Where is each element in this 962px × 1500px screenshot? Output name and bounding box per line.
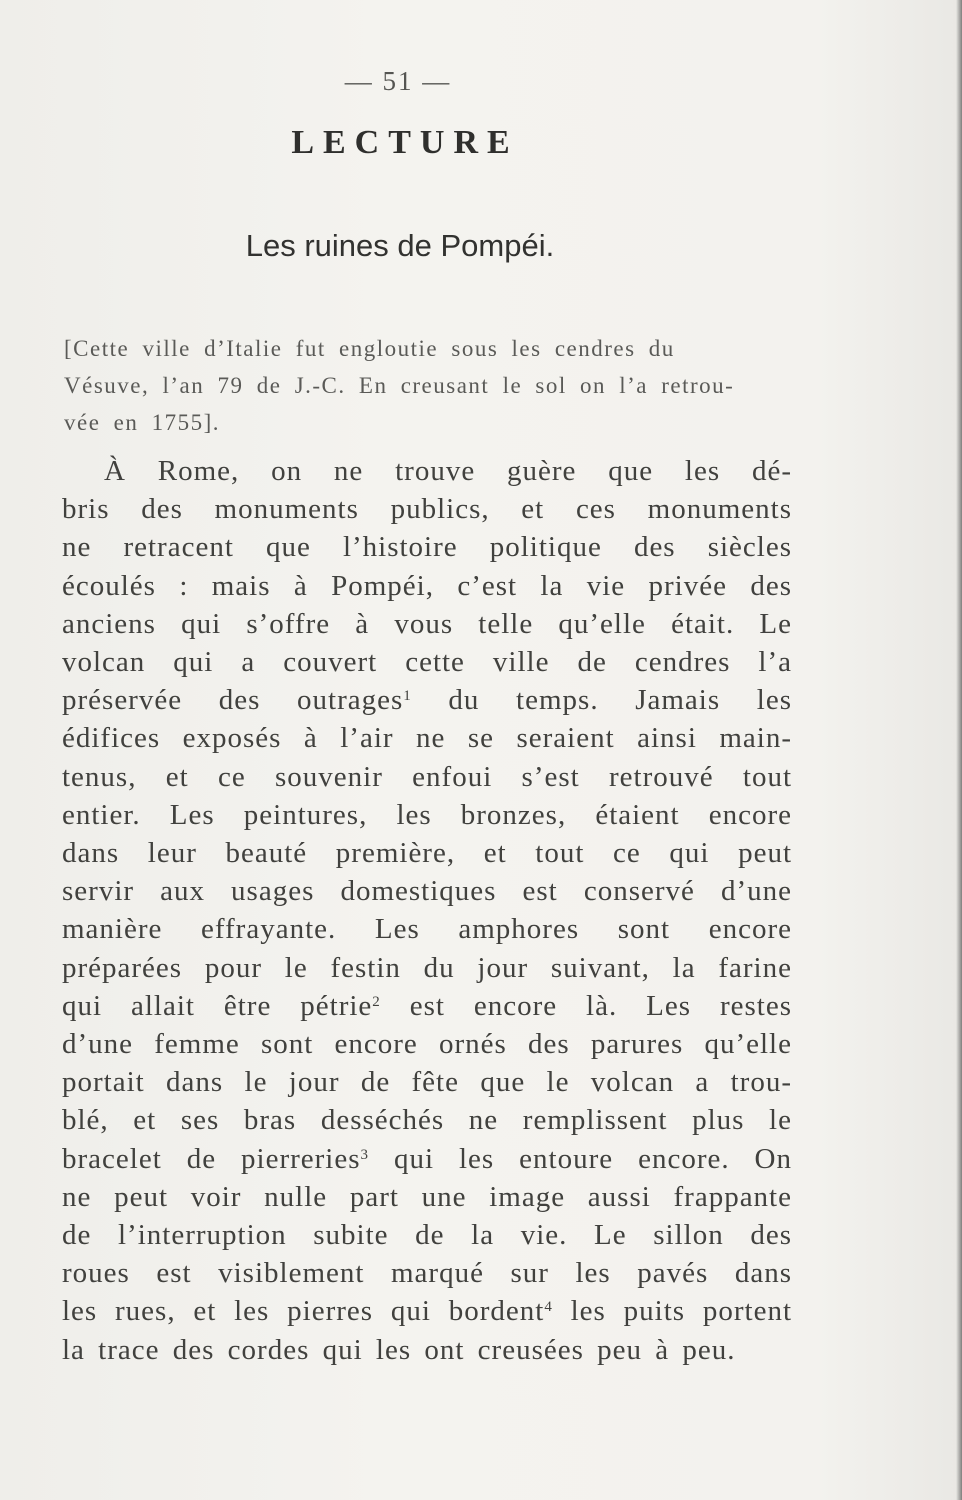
body-line: servir aux usages domestiques est conservé d’une <box>62 875 792 908</box>
section-title: LECTURE <box>291 124 519 161</box>
body-line: blé, et ses bras desséchés ne remplissent plus le <box>62 1104 792 1137</box>
body-line: tenus, et ce souvenir enfoui s’est retrouvé tout <box>62 760 792 793</box>
body-line: ne peut voir nulle part une image aussi frappante <box>62 1180 792 1213</box>
body-line <box>62 681 792 719</box>
body-line: écoulés : mais à Pompéi, c’est la vie privée des <box>62 569 792 602</box>
page-edge-shadow <box>956 0 962 1500</box>
body-line-part: du temps. Jamais les <box>448 684 792 717</box>
body-line: portait dans le jour de fête que le volcan a trou- <box>62 1066 792 1099</box>
footnote-mark: 1 <box>403 688 412 705</box>
body-line-part: qui allait être pétrie <box>62 989 373 1022</box>
body-line: la trace des cordes qui les ont creusées peu à peu. <box>62 1333 736 1366</box>
body-line-part: préservée des outrages <box>62 684 404 717</box>
body-line: À Rome, on ne trouve guère que les dé- <box>104 455 792 487</box>
body-line <box>62 1292 792 1330</box>
body-line: entier. Les peintures, les bronzes, étaient encore <box>62 798 792 831</box>
body-line: bris des monuments publics, et ces monuments <box>62 493 792 526</box>
body-line: de l’interruption subite de la vie. Le sillon des <box>62 1219 792 1252</box>
body-paragraph <box>62 452 792 1369</box>
body-line-part: est encore là. Les restes <box>409 989 792 1022</box>
intro-note <box>64 330 782 441</box>
footnote-mark: 3 <box>360 1146 370 1163</box>
intro-line: [Cette ville d’Italie fut engloutie sous les cendres du <box>64 336 675 361</box>
intro-line: vée en 1755]. <box>64 410 221 435</box>
lesson-title: Les ruines de Pompéi. <box>245 228 555 263</box>
intro-line: Vésuve, l’an 79 de J.-C. En creusant le sol on l’a retrou- <box>64 373 735 398</box>
body-line-part: les puits portent <box>570 1295 792 1328</box>
body-line: roues est visiblement marqué sur les pavés dans <box>62 1257 792 1290</box>
body-line-part: qui les entoure encore. On <box>393 1142 792 1175</box>
body-line: préparées pour le festin du jour suivant, la farine <box>62 951 792 984</box>
body-line: édifices exposés à l’air ne se seraient ainsi main- <box>62 722 792 755</box>
body-line <box>62 987 792 1025</box>
body-line: volcan qui a couvert cette ville de cendres l’a <box>62 646 792 679</box>
body-line-part: les rues, et les pierres qui bordent <box>62 1295 545 1328</box>
body-line: dans leur beauté première, et tout ce qui peut <box>62 837 792 870</box>
footnote-mark: 4 <box>544 1299 553 1316</box>
body-line <box>62 1140 792 1178</box>
body-line: anciens qui s’offre à vous telle qu’elle était. Le <box>62 607 792 640</box>
body-line: manière effrayante. Les amphores sont encore <box>62 913 792 946</box>
body-line: d’une femme sont encore ornés des parures qu’elle <box>62 1028 792 1061</box>
body-line-part: bracelet de pierreries <box>62 1142 361 1175</box>
body-line: ne retracent que l’histoire politique des siècles <box>62 531 792 564</box>
footnote-mark: 2 <box>372 993 381 1010</box>
page-number: — 51 — <box>344 66 452 96</box>
